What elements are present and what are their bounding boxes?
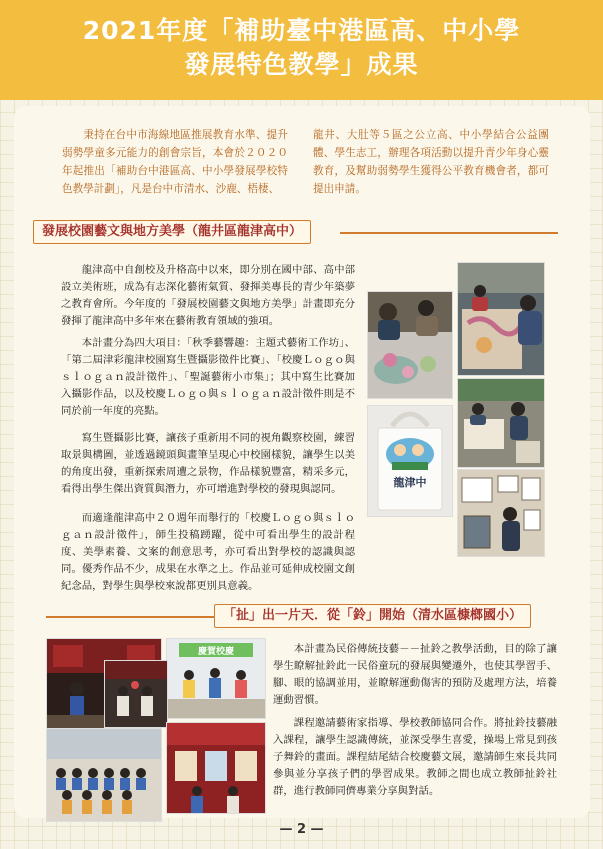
section2-heading: 「扯」出一片天．從「鈴」開始（清水區槺榔國小） [214, 604, 531, 628]
header-banner [0, 0, 603, 100]
section1-heading: 發展校園藝文與地方美學（龍井區龍津高中） [33, 220, 311, 244]
page-title [0, 14, 603, 82]
title-line-1: 2021年度「補助臺中港區高、中小學 [82, 16, 521, 45]
photo-gallery-visit [457, 469, 545, 557]
photo-painting-class [457, 262, 545, 376]
page-number: — 2 — [279, 822, 324, 837]
photo-diabolo-performance [104, 660, 168, 728]
banner-text: 慶賀校慶 [197, 647, 235, 657]
section1-paragraph-2: 本計畫分為四大項目：「秋季藝響趣：主題式藝術工作坊」、「第二屆津彩龍津校園寫生暨攝影徵件比賽」、「校慶Ｌｏｇｏ與ｓｌｏｇａｎ設計徵件」、「聖誕藝術小市集」；其中寫生比賽加入攝影作品，以及校慶Ｌｏｇｏ與ｓｌｏｇａｎ設計徵件則是不同於前一年度的亮點。 [61, 337, 355, 417]
section1-rule [340, 232, 558, 234]
section2-paragraph-1: 本計畫為民俗傳統技藝－－扯鈴之教學活動，目的除了讓學生瞭解扯鈴此一民俗童玩的發展與變遷外，也使其學習手、腳、眼的協調並用，並瞭解運動傷害的預防及處理方法，培養運動習慣。 [273, 643, 557, 706]
title-line-2: 發展特色教學」成果 [184, 50, 419, 79]
section1-paragraph-1: 龍津高中自創校及升格高中以來，即分別在國中部、高中部設立美術班，成為有志深化藝術氣質、發揮美專長的青少年築夢之教育會所。今年度的「發展校園藝文與地方美學」計畫即充分發揮了龍津高中多年來在藝術教育領域的強項。 [61, 264, 355, 327]
intro-text-left: 秉持在台中市海線地區推展教育水準、提升弱勢學童多元能力的創會宗旨，本會於２０２０年起推出「補助台中港區高、中小學發展學校特色教學計劃」，凡是台中市清水、沙鹿、梧棲、 [62, 129, 288, 195]
photo-diabolo-kids [166, 638, 266, 719]
section1-paragraph-4: 而適逢龍津高中２０週年而舉行的「校慶Ｌｏｇｏ與ｓｌｏｇａｎ設計徵件」，師生投稿踴躍，從中可看出學生的設計程度、美學素養、文案的創意思考，亦可看出對學校的認識與認同。優秀作品不少，成果在水準之上。作品並可延伸成校園文創紀念品，對學生與學校來說都更別具意義。 [61, 512, 355, 592]
section2-rule [46, 616, 214, 618]
section1-paragraph-3: 寫生暨攝影比賽，讓孩子重新用不同的視角觀察校園，練習取景與構圖，並透過鏡頭與畫筆呈現心中校園樣貌，讓學生以美的角度出發，重新探索周遭之景物，作品樣貌豐富，精采多元，看得出學生傑出資質與潛力，亦可增進對學校的發現與認同。 [61, 432, 355, 495]
bag-logo-text: 龍津中 [393, 476, 427, 489]
photo-students-sketching [457, 378, 545, 468]
section2-paragraph-2: 課程邀請藝術家指導、學校教師協同合作。將扯鈴技藝融入課程，讓學生認識傳統，並深受學生喜愛，操場上常見到孩子舞鈴的畫面。課程結尾結合校慶藝文展，邀請師生來長共同參與並分享孩子們的學習成果。教師之間也成立教師扯鈴社群，進行教師同儕專業分享與對話。 [273, 717, 557, 797]
photo-art-workshop [367, 291, 453, 399]
photo-exhibition-booth [166, 722, 266, 814]
photo-class-group [46, 728, 162, 822]
photo-tote-bag [367, 405, 453, 517]
intro-text-right: 龍井、大肚等５區之公立高、中小學結合公益團體、學生志工，辦理各項活動以提升青少年身心靈教育，及幫助弱勢學生獲得公平教育機會者，都可提出申請。 [313, 129, 549, 195]
